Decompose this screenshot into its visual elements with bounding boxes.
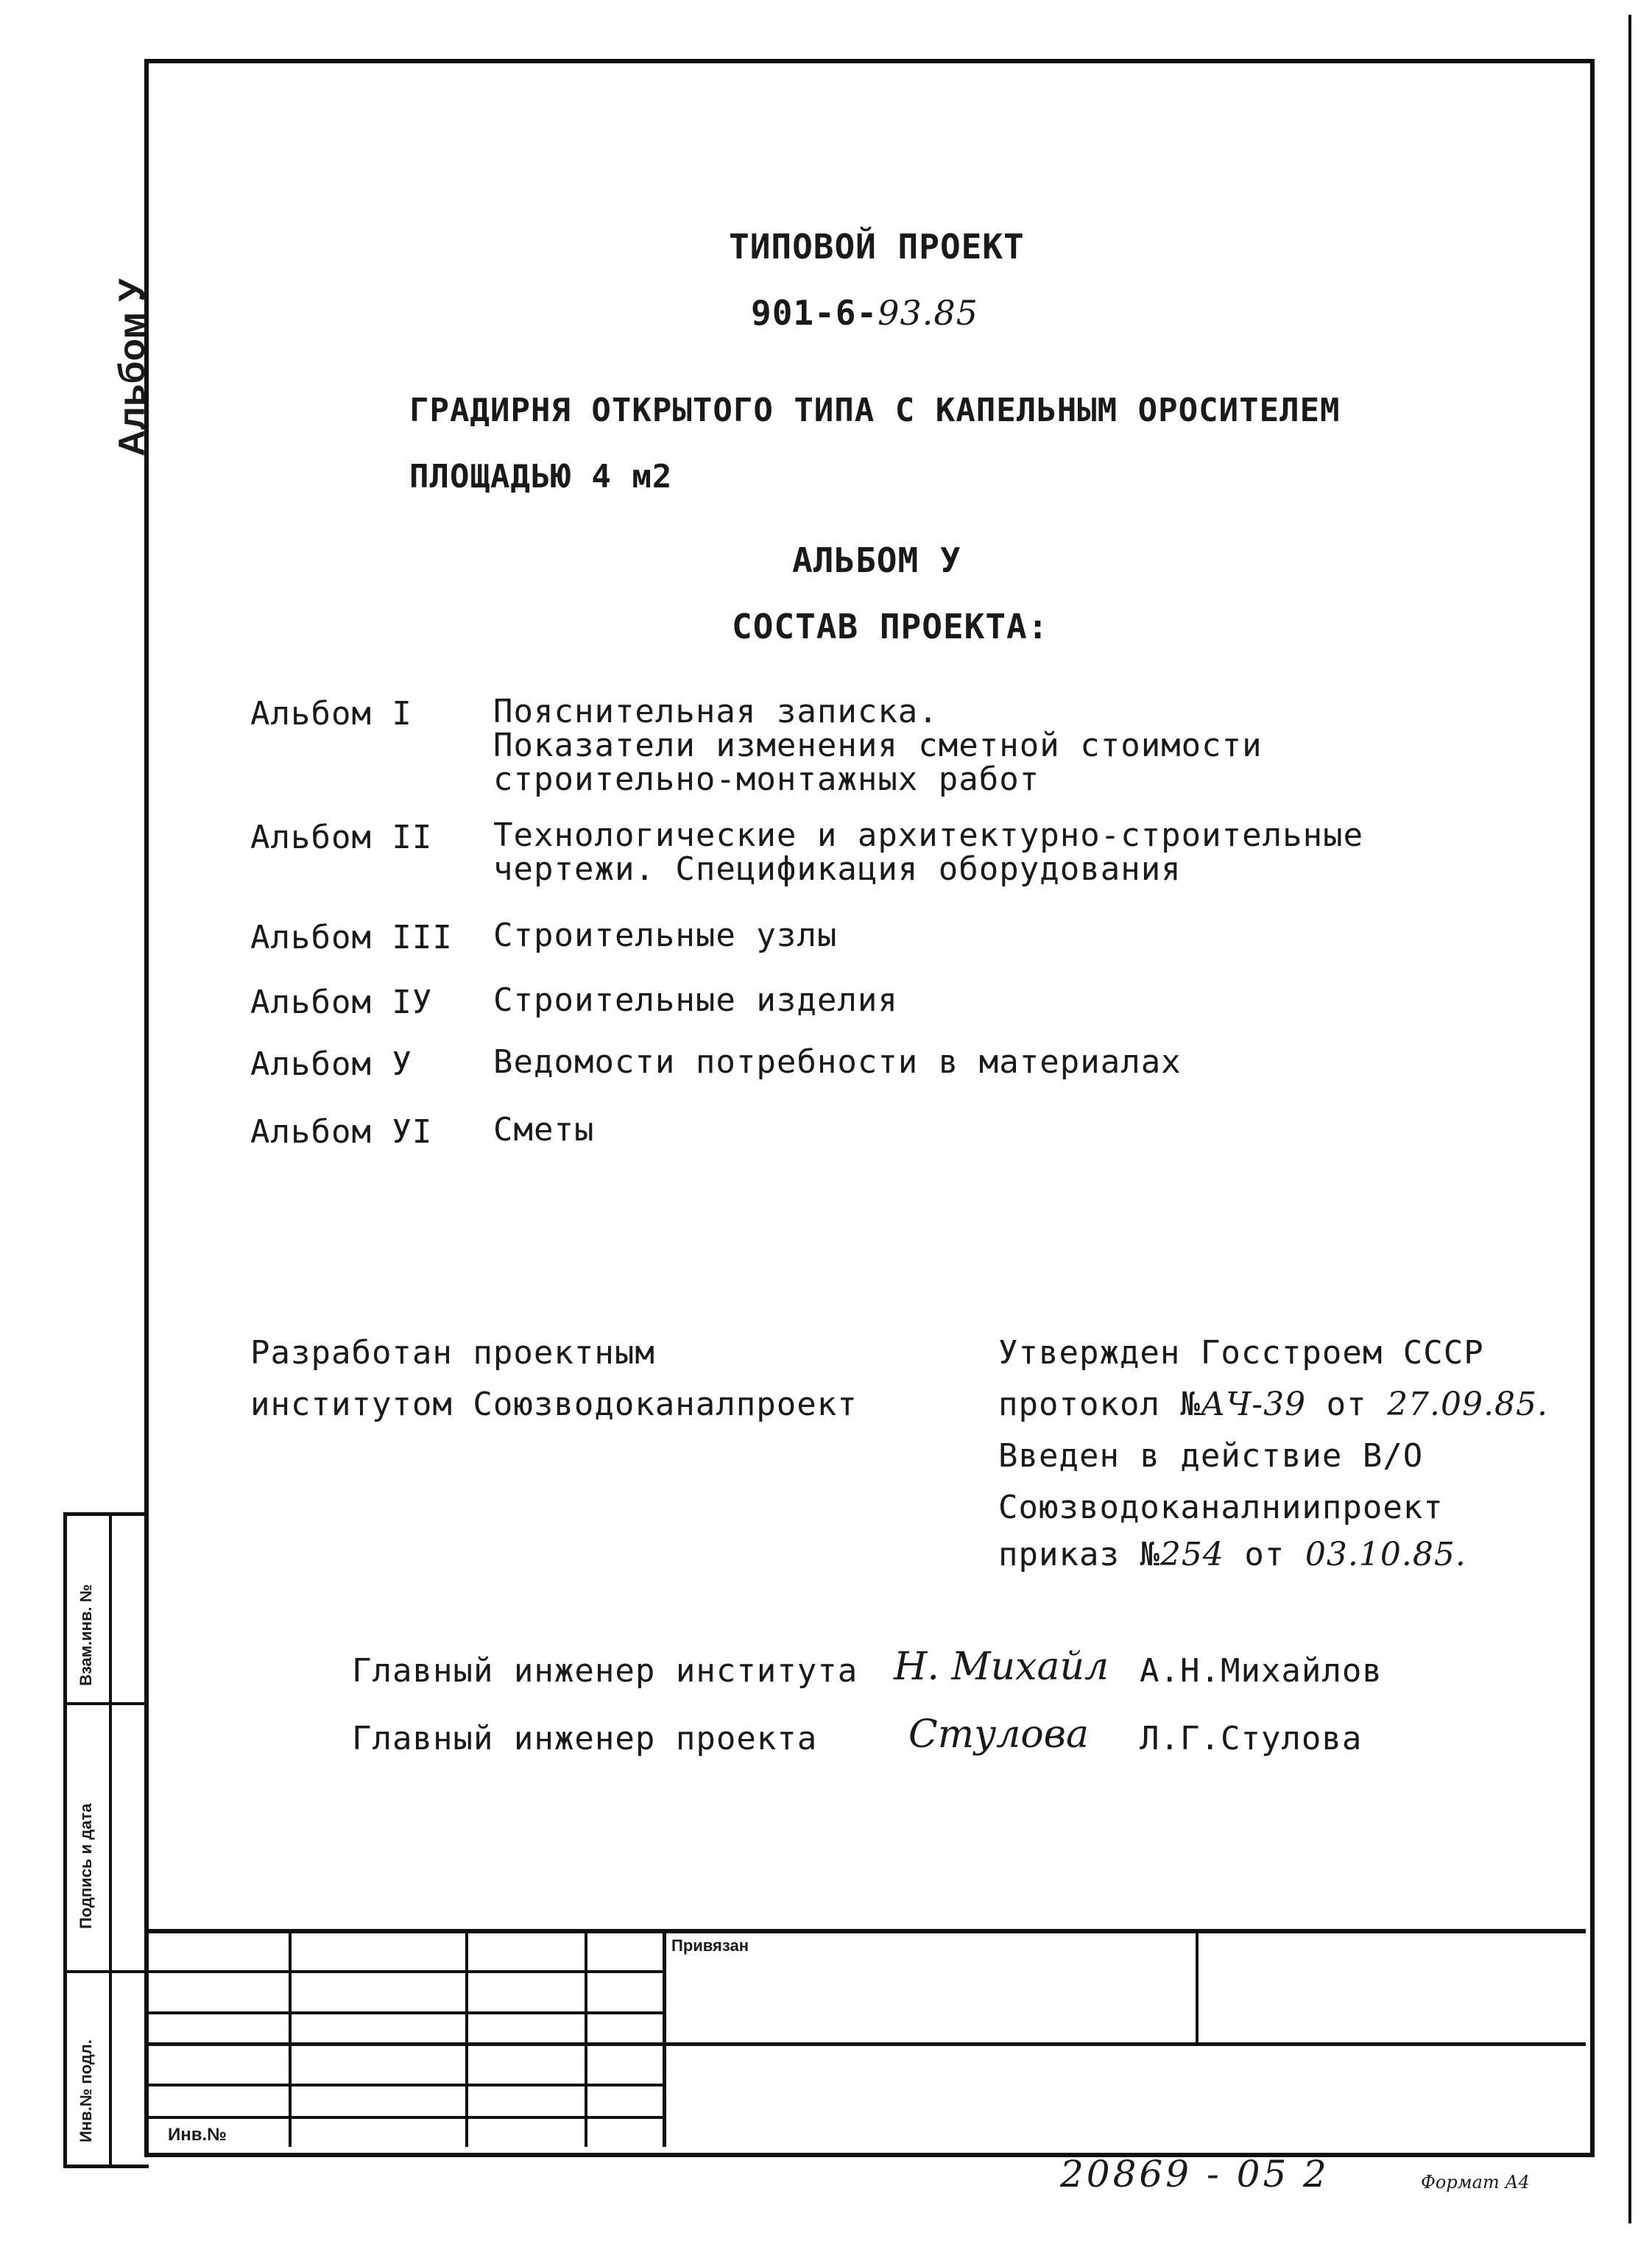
approval-line3: Введен в действие В/О xyxy=(998,1437,1424,1475)
approval-order-mid: от xyxy=(1224,1536,1305,1573)
stamp-strip-divider xyxy=(109,1512,112,2167)
approval-protocol-date: 27.09.85. xyxy=(1387,1386,1548,1423)
signature-handwritten: Стулова xyxy=(908,1712,1089,1757)
composition-heading: СОСТАВ ПРОЕКТА: xyxy=(732,607,1049,646)
album-desc-line: Показатели изменения сметной стоимости xyxy=(493,727,1263,764)
approval-order-number: 254 xyxy=(1159,1536,1224,1573)
approval-line4: Союзводоканалниипроект xyxy=(998,1489,1444,1526)
album-row-desc xyxy=(493,816,1364,888)
title-block-h3 xyxy=(149,2042,1586,2046)
stamp-strip-left xyxy=(63,1512,67,2167)
approval-order-prefix: приказ № xyxy=(998,1536,1160,1573)
album-row-desc xyxy=(493,1045,1182,1079)
album-row-label: Альбом II xyxy=(250,819,433,856)
album-desc-line: чертежи. Спецификация оборудования xyxy=(493,850,1182,888)
album-row-desc xyxy=(493,1113,594,1147)
stamp-label-podpis: Подпись и дата xyxy=(77,1803,95,1929)
album-row-label: Альбом УI xyxy=(250,1113,433,1151)
title-block-privyazan: Привязан xyxy=(671,1936,749,1955)
stamp-label-inv: Инв.№ подл. xyxy=(77,2039,95,2142)
approval-line1: Утвержден Госстроем СССР xyxy=(998,1334,1484,1372)
title-block-v1 xyxy=(289,1929,292,2147)
album-row-label: Альбом У xyxy=(250,1045,412,1083)
album-row-desc xyxy=(493,695,1263,797)
album-row-label: Альбом I xyxy=(250,695,412,733)
title-block-top xyxy=(149,1929,1586,1933)
title-block-h4 xyxy=(149,2084,664,2087)
approval-order-date: 03.10.85. xyxy=(1305,1536,1466,1573)
stamp-strip-bottom xyxy=(63,2165,149,2168)
project-number-handwritten: 93.85 xyxy=(878,293,978,333)
album-desc-line: Технологические и архитектурно-строительные xyxy=(493,816,1364,854)
approval-protocol-mid: от xyxy=(1306,1386,1388,1423)
project-number-printed: 901-6- xyxy=(751,293,878,333)
approval-protocol-prefix: протокол № xyxy=(998,1386,1201,1423)
signature-role: Главный инженер проекта xyxy=(352,1720,818,1757)
album-desc-line: Сметы xyxy=(493,1111,595,1149)
approval-protocol-number: АЧ-39 xyxy=(1200,1386,1307,1423)
title-block-inv: Инв.№ xyxy=(168,2125,227,2145)
footer-sheet: 2 xyxy=(1303,2153,1327,2195)
signature-name: А.Н.Михайлов xyxy=(1140,1652,1383,1690)
developer-line1: Разработан проектным xyxy=(250,1334,655,1372)
project-number xyxy=(751,293,978,333)
signature-name: Л.Г.Стулова xyxy=(1140,1720,1363,1757)
side-album-label: Альбом У xyxy=(111,278,152,456)
approval-line2 xyxy=(998,1386,1548,1423)
stamp-strip-h1 xyxy=(63,1702,149,1705)
signature-role: Главный инженер института xyxy=(352,1652,858,1690)
project-title-line2: ПЛОЩАДЬЮ 4 м2 xyxy=(409,458,673,495)
album-desc-line: Пояснительная записка. xyxy=(493,693,939,730)
title-block-v2 xyxy=(465,1929,468,2147)
stamp-strip-h2 xyxy=(63,1970,149,1973)
album-title: АЛЬБОМ У xyxy=(792,540,961,580)
footer-format: Формат А4 xyxy=(1421,2172,1530,2193)
album-row-label: Альбом III xyxy=(250,919,453,956)
title-block-h2 xyxy=(149,2011,664,2014)
title-block-h1 xyxy=(149,1970,664,1973)
album-desc-line: строительно-монтажных работ xyxy=(493,761,1040,798)
approval-line5 xyxy=(998,1536,1466,1573)
title-block-v5 xyxy=(1196,1929,1199,2044)
album-desc-line: Ведомости потребности в материалах xyxy=(493,1043,1182,1081)
stamp-strip-top xyxy=(63,1512,149,1516)
album-desc-line: Строительные изделия xyxy=(493,981,898,1019)
title-block-v3 xyxy=(585,1929,587,2147)
project-title-line1: ГРАДИРНЯ ОТКРЫТОГО ТИПА С КАПЕЛЬНЫМ ОРОСИТЕЛЕМ xyxy=(409,392,1341,429)
stamp-label-vzam: Взам.инв. № xyxy=(77,1584,95,1686)
project-type: ТИПОВОЙ ПРОЕКТ xyxy=(729,227,1025,267)
footer-code: 20869 - 05 xyxy=(1060,2153,1290,2195)
title-block-v4 xyxy=(663,1929,666,2147)
album-row-desc xyxy=(493,981,898,1019)
signature-handwritten: Н. Михайл xyxy=(894,1645,1109,1689)
title-block-h5 xyxy=(149,2116,664,2119)
album-row-label: Альбом IУ xyxy=(250,984,433,1021)
album-row-desc xyxy=(493,919,837,953)
right-edge-line xyxy=(1628,15,1631,2223)
developer-line2: институтом Союзводоканалпроект xyxy=(250,1386,858,1423)
album-desc-line: Строительные узлы xyxy=(493,917,838,954)
main-frame xyxy=(144,59,1595,2157)
